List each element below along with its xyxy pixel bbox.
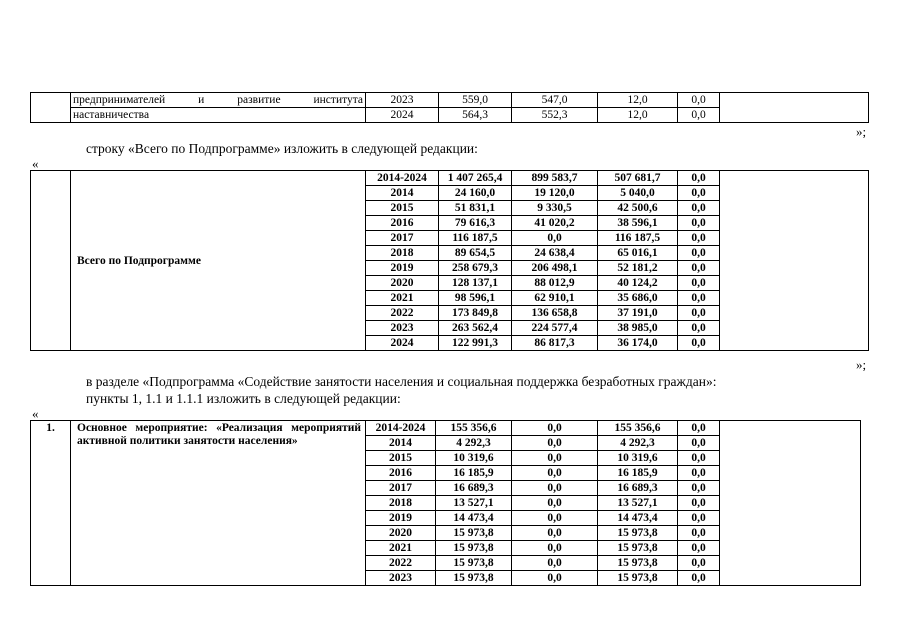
- value-cell: 15 973,8: [436, 526, 512, 541]
- value-cell: 0,0: [678, 481, 720, 496]
- open-quote: «: [32, 406, 39, 421]
- empty-cell: [720, 421, 861, 586]
- value-cell: 0,0: [512, 496, 598, 511]
- value-cell: 37 191,0: [598, 306, 678, 321]
- value-cell: 0,0: [678, 451, 720, 466]
- value-cell: 0,0: [512, 571, 598, 586]
- value-cell: 65 016,1: [598, 246, 678, 261]
- value-cell: 0,0: [512, 556, 598, 571]
- year-cell: 2021: [366, 291, 439, 306]
- value-cell: 0,0: [678, 261, 720, 276]
- value-cell: 0,0: [512, 451, 598, 466]
- value-cell: 0,0: [678, 276, 720, 291]
- value-cell: 42 500,6: [598, 201, 678, 216]
- value-cell: 0,0: [678, 421, 720, 436]
- year-cell: 2017: [366, 231, 439, 246]
- value-cell: 0,0: [512, 541, 598, 556]
- value-cell: 899 583,7: [512, 171, 598, 186]
- value-cell: 15 973,8: [436, 556, 512, 571]
- value-cell: 10 319,6: [436, 451, 512, 466]
- value-cell: 0,0: [512, 421, 598, 436]
- year-cell: 2016: [366, 216, 439, 231]
- value-cell: 38 985,0: [598, 321, 678, 336]
- value-cell: 0,0: [678, 306, 720, 321]
- value-cell: 4 292,3: [598, 436, 678, 451]
- value-cell: 14 473,4: [598, 511, 678, 526]
- empty-cell: [720, 171, 869, 351]
- value-cell: 0,0: [512, 466, 598, 481]
- year-cell: 2023: [366, 321, 439, 336]
- value-cell: 38 596,1: [598, 216, 678, 231]
- value-cell: 51 831,1: [439, 201, 512, 216]
- value-cell: 155 356,6: [598, 421, 678, 436]
- value-cell: 0,0: [512, 436, 598, 451]
- value-cell: 0,0: [512, 231, 598, 246]
- year-cell: 2023: [366, 571, 436, 586]
- value-cell: 15 973,8: [598, 571, 678, 586]
- value-cell: 1 407 265,4: [439, 171, 512, 186]
- value-cell: 0,0: [512, 481, 598, 496]
- value-cell: 16 185,9: [436, 466, 512, 481]
- year-cell: 2020: [366, 276, 439, 291]
- value-cell: 224 577,4: [512, 321, 598, 336]
- value-cell: 136 658,8: [512, 306, 598, 321]
- year-cell: 2017: [366, 481, 436, 496]
- value-cell: 88 012,9: [512, 276, 598, 291]
- paragraph: пункты 1, 1.1 и 1.1.1 изложить в следующей редакции:: [86, 391, 401, 406]
- year-cell: 2019: [366, 261, 439, 276]
- num-cell: [31, 93, 71, 123]
- value-cell: 35 686,0: [598, 291, 678, 306]
- year-cell: 2015: [366, 451, 436, 466]
- value-cell: 15 973,8: [598, 526, 678, 541]
- value-cell: 0,0: [678, 541, 720, 556]
- value-cell: 40 124,2: [598, 276, 678, 291]
- value-cell: 15 973,8: [436, 571, 512, 586]
- value-cell: 12,0: [598, 108, 678, 123]
- value-cell: 16 689,3: [436, 481, 512, 496]
- value-cell: 15 973,8: [598, 556, 678, 571]
- value-cell: 79 616,3: [439, 216, 512, 231]
- total-table: [30, 170, 869, 351]
- year-cell: 2016: [366, 466, 436, 481]
- year-cell: 2024: [366, 108, 439, 123]
- value-cell: 0,0: [678, 466, 720, 481]
- value-cell: 0,0: [678, 496, 720, 511]
- value-cell: 0,0: [678, 108, 720, 123]
- value-cell: 0,0: [678, 336, 720, 351]
- value-cell: 15 973,8: [436, 541, 512, 556]
- value-cell: 4 292,3: [436, 436, 512, 451]
- value-cell: 98 596,1: [439, 291, 512, 306]
- value-cell: 41 020,2: [512, 216, 598, 231]
- value-cell: 552,3: [512, 108, 598, 123]
- year-cell: 2022: [366, 556, 436, 571]
- value-cell: 89 654,5: [439, 246, 512, 261]
- value-cell: 12,0: [598, 93, 678, 108]
- value-cell: 0,0: [678, 216, 720, 231]
- value-cell: 0,0: [678, 291, 720, 306]
- top-table: [30, 92, 869, 123]
- value-cell: 9 330,5: [512, 201, 598, 216]
- year-cell: 2018: [366, 246, 439, 261]
- value-cell: 0,0: [678, 436, 720, 451]
- year-cell: 2014-2024: [366, 171, 439, 186]
- value-cell: 24 160,0: [439, 186, 512, 201]
- year-cell: 2021: [366, 541, 436, 556]
- value-cell: 16 689,3: [598, 481, 678, 496]
- value-cell: 0,0: [512, 526, 598, 541]
- year-cell: 2015: [366, 201, 439, 216]
- value-cell: 564,3: [439, 108, 512, 123]
- year-cell: 2018: [366, 496, 436, 511]
- value-cell: 116 187,5: [439, 231, 512, 246]
- table-row: [31, 171, 869, 186]
- total-label: Всего по Подпрограмме: [71, 171, 366, 351]
- item-description: Основное мероприятие: «Реализация мероприятий активной политики занятости населения»: [71, 421, 366, 586]
- value-cell: 36 174,0: [598, 336, 678, 351]
- value-cell: 0,0: [678, 511, 720, 526]
- value-cell: 559,0: [439, 93, 512, 108]
- value-cell: 0,0: [678, 321, 720, 336]
- value-cell: 16 185,9: [598, 466, 678, 481]
- year-cell: 2014-2024: [366, 421, 436, 436]
- open-quote: «: [32, 156, 39, 171]
- value-cell: 128 137,1: [439, 276, 512, 291]
- value-cell: 14 473,4: [436, 511, 512, 526]
- value-cell: 13 527,1: [598, 496, 678, 511]
- value-cell: 507 681,7: [598, 171, 678, 186]
- year-cell: 2014: [366, 186, 439, 201]
- value-cell: 24 638,4: [512, 246, 598, 261]
- value-cell: 547,0: [512, 93, 598, 108]
- value-cell: 13 527,1: [436, 496, 512, 511]
- empty-cell: [720, 93, 869, 123]
- value-cell: 52 181,2: [598, 261, 678, 276]
- table-row: [31, 421, 861, 436]
- value-cell: 0,0: [678, 556, 720, 571]
- desc-cell: наставничества: [71, 108, 366, 123]
- table-row: [31, 93, 869, 108]
- value-cell: 0,0: [678, 231, 720, 246]
- value-cell: 122 991,3: [439, 336, 512, 351]
- num-cell: [31, 171, 71, 351]
- value-cell: 0,0: [678, 171, 720, 186]
- value-cell: 0,0: [512, 511, 598, 526]
- value-cell: 258 679,3: [439, 261, 512, 276]
- value-cell: 62 910,1: [512, 291, 598, 306]
- value-cell: 155 356,6: [436, 421, 512, 436]
- value-cell: 5 040,0: [598, 186, 678, 201]
- year-cell: 2024: [366, 336, 439, 351]
- year-cell: 2023: [366, 93, 439, 108]
- value-cell: 19 120,0: [512, 186, 598, 201]
- main-table: [30, 420, 861, 586]
- year-cell: 2022: [366, 306, 439, 321]
- value-cell: 0,0: [678, 526, 720, 541]
- desc-cell: предпринимателей и развитие института: [71, 93, 366, 108]
- year-cell: 2019: [366, 511, 436, 526]
- value-cell: 173 849,8: [439, 306, 512, 321]
- paragraph: в разделе «Подпрограмма «Содействие занятости населения и социальная поддержка безработных граждан»:: [86, 374, 717, 389]
- value-cell: 263 562,4: [439, 321, 512, 336]
- value-cell: 0,0: [678, 201, 720, 216]
- value-cell: 10 319,6: [598, 451, 678, 466]
- value-cell: 0,0: [678, 186, 720, 201]
- value-cell: 15 973,8: [598, 541, 678, 556]
- year-cell: 2014: [366, 436, 436, 451]
- value-cell: 0,0: [678, 93, 720, 108]
- close-quote: »;: [856, 357, 867, 372]
- item-number: 1.: [31, 421, 71, 586]
- value-cell: 86 817,3: [512, 336, 598, 351]
- year-cell: 2020: [366, 526, 436, 541]
- value-cell: 0,0: [678, 246, 720, 261]
- value-cell: 116 187,5: [598, 231, 678, 246]
- close-quote: »;: [856, 124, 867, 139]
- value-cell: 206 498,1: [512, 261, 598, 276]
- value-cell: 0,0: [678, 571, 720, 586]
- paragraph: строку «Всего по Подпрограмме» изложить в следующей редакции:: [86, 141, 478, 156]
